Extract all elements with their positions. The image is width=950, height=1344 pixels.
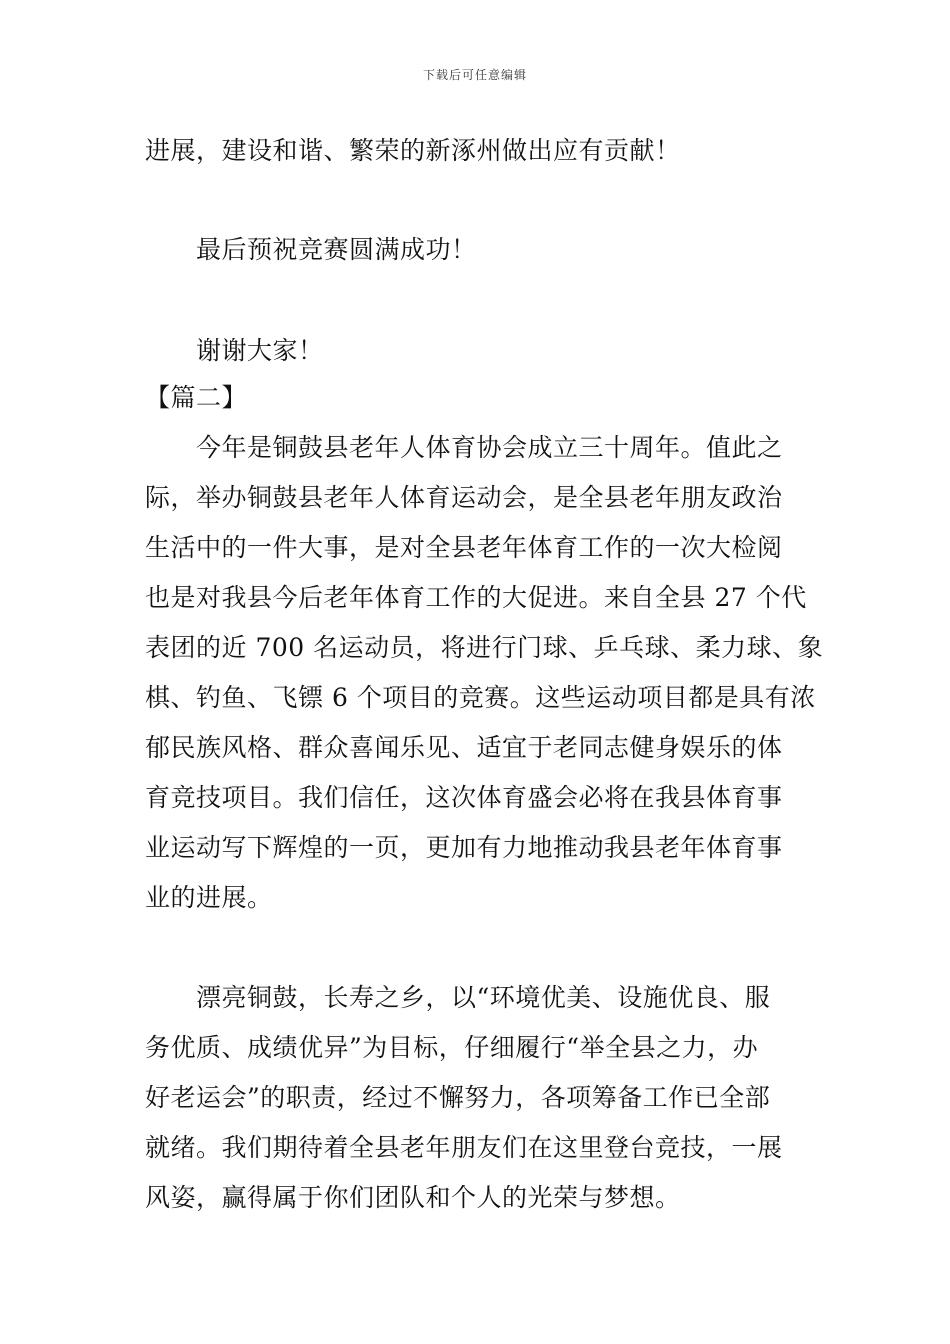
paragraph-line: 生活中的一件大事，是对全县老年体育工作的一次大检阅 [145, 533, 783, 562]
paragraph-line: 好老运会”的职责，经过不懈努力，各项筹备工作已全部 [145, 1083, 771, 1112]
paragraph-line: 务优质、成绩优异”为目标，仔细履行“举全县之力，办 [145, 1033, 759, 1062]
paragraph-line: 育竞技项目。我们信任，这次体育盛会必将在我县体育事 [145, 783, 783, 812]
paragraph-line: 棋、钓鱼、飞镖 6 个项目的竞赛。这些运动项目都是具有浓 [145, 683, 816, 712]
paragraph-line: 也是对我县今后老年体育工作的大促进。来自全县 27 个代 [145, 583, 807, 612]
continuation-line: 进展，建设和谐、繁荣的新涿州做出应有贡献！ [145, 136, 681, 165]
paragraph-line: 业的进展。 [145, 883, 273, 912]
paragraph-line: 际，举办铜鼓县老年人体育运动会，是全县老年朋友政治 [145, 483, 783, 512]
closing-wish: 最后预祝竞赛圆满成功！ [196, 235, 477, 264]
paragraph-line: 业运动写下辉煌的一页，更加有力地推动我县老年体育事 [145, 833, 783, 862]
page-header-note: 下载后可任意编辑 [422, 68, 527, 82]
thanks-line: 谢谢大家！ [196, 336, 324, 365]
paragraph-line: 风姿，赢得属于你们团队和个人的光荣与梦想。 [145, 1183, 681, 1212]
paragraph-line: 今年是铜鼓县老年人体育协会成立三十周年。值此之 [196, 433, 783, 462]
paragraph-line: 郁民族风格、群众喜闻乐见、适宜于老同志健身娱乐的体 [145, 733, 783, 762]
paragraph-line: 漂亮铜鼓，长寿之乡，以“环境优美、设施优良、服 [196, 983, 771, 1012]
paragraph-line: 就绪。我们期待着全县老年朋友们在这里登台竞技，一展 [145, 1133, 783, 1162]
section-marker: 【篇二】 [145, 383, 248, 412]
paragraph-line: 表团的近 700 名运动员，将进行门球、乒乓球、柔力球、象 [145, 633, 824, 662]
